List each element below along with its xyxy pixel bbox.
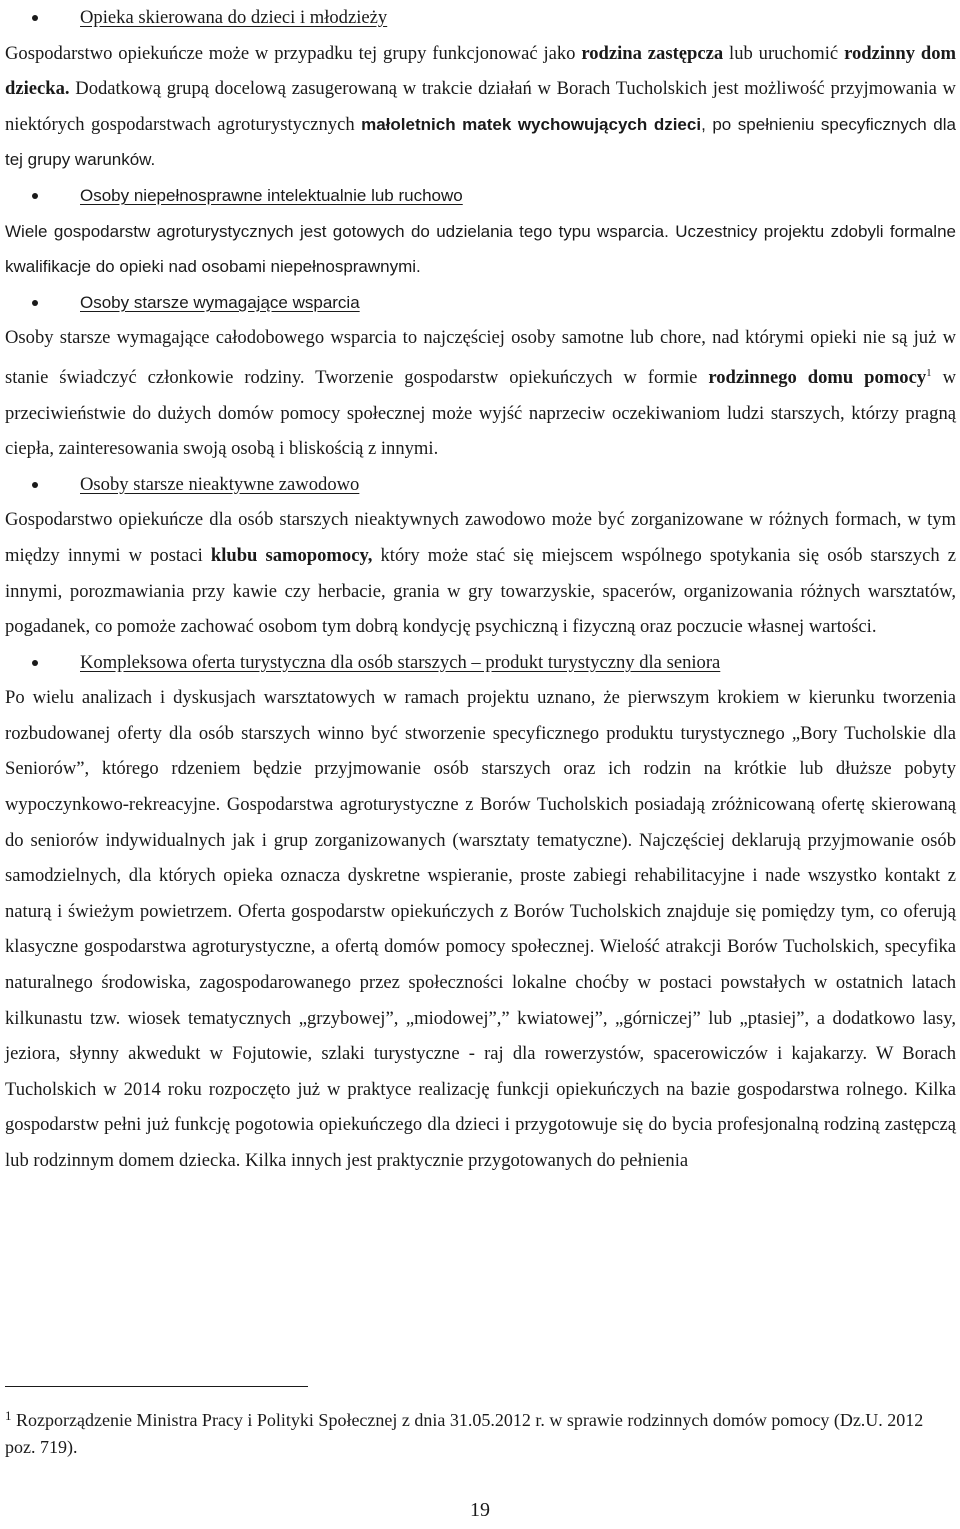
bullet-item bbox=[5, 0, 956, 36]
bold-text: małoletnich matek wychowujących dzieci bbox=[361, 114, 702, 134]
paragraph bbox=[5, 36, 956, 178]
text-span: Osoby starsze wymagające całodobowego wsparcia to najczęściej osoby samotne lub chore, nad którymi opieki nie są już w stanie świadczyć członkowie rodziny. Tworzenie gospodarstw opiekuńczych w formie bbox=[5, 327, 956, 388]
main-content bbox=[5, 0, 956, 1179]
bullet-item bbox=[5, 178, 956, 214]
footnote-ref: 1 bbox=[926, 366, 932, 379]
footnote bbox=[5, 1402, 955, 1461]
paragraph bbox=[5, 680, 956, 1178]
bold-text: rodzinny dom dziecka. bbox=[5, 42, 957, 100]
text-span: Gospodarstwa agroturystyczne z Borów Tucholskich posiadają zróżnicowaną ofertę skierowaną do seniorów indywidualnych jak i grup zorganizowanych (warsztaty tematyczne). Najczęściej deklarują przyjmowanie osób samodzielnych, dla których opieka oznacza dyskretne wspieranie, proste zabiegi rehabilitacyjne i nade wszystko kontakt z naturą i świeżym powietrzem. Oferta gospodarstw opiekuńczych z Borów Tucholskich znajduje się pomiędzy tym, co oferują klasyczne gospodarstwa agroturystyczne, a ofertą domów pomocy społecznej. Wielość atrakcji Borów Tucholskich, specyfika naturalnego środowiska, zagospodarowanego przez społeczności lokalne choćby w postaci powstałych w ostatnich latach kilkunastu tzw. wiosek tematycznych „grzybowej”, „miodowej”,” kwiatowej”, „górniczej” lub „ptasiej”, a dodatkowo lasy, jeziora, słynny akwedukt w Fojutowie, szlaki turystyczne - raj dla rowerzystów, spacerowiczów i kajakarzy. W Borach Tucholskich w 2014 roku rozpoczęto już w praktyce realizację funkcji opiekuńczych na bazie gospodarstwa rolnego. Kilka gospodarstw pełni już funkcję pogotowia opiekuńczego dla dzieci i przygotowuje się do bycia profesjonalną rodziną zastępczą lub rodzinnym domem dziecka. Kilka innych jest praktycznie przygotowanych do pełnienia bbox=[5, 794, 956, 1171]
footnote-divider bbox=[5, 1386, 308, 1387]
text-span: Gospodarstwo opiekuńcze dla osób starszych nieaktywnych zawodowo może być zorganizowane w różnych formach, w tym między innymi w postaci bbox=[5, 509, 956, 566]
text-span: który może stać się miejscem wspólnego spotykania się osób starszych z innymi, porozmawiania przy kawie czy herbacie, grania w gry towarzyskie, spacerów, organizowania różnych warsztatów, pogadanek, co pomoże zachować osobom tym dobrą kondycję psychiczną i fizyczną oraz poczucie własnej wartości. bbox=[5, 544, 956, 638]
footnote-mark: 1 bbox=[5, 1408, 12, 1423]
bold-text: rodzinnego domu pomocy bbox=[708, 366, 927, 388]
bullet-dot-icon bbox=[32, 15, 38, 21]
bullet-dot-icon bbox=[32, 193, 38, 199]
footnote-text: Rozporządzenie Ministra Pracy i Polityki Społecznej z dnia 31.05.2012 r. w sprawie rodzinnych domów pomocy (Dz.U. 2012 poz. 719). bbox=[5, 1410, 924, 1457]
paragraph bbox=[5, 320, 956, 466]
bullet-dot-icon bbox=[32, 300, 38, 306]
bullet-item bbox=[5, 645, 956, 681]
bullet-item bbox=[5, 467, 956, 503]
text-span: Gospodarstwo opiekuńcze może w przypadku tej grupy funkcjonować jako bbox=[5, 42, 582, 64]
bullet-dot-icon bbox=[32, 482, 38, 488]
bullet-dot-icon bbox=[32, 660, 38, 666]
bold-text: klubu samopomocy, bbox=[210, 544, 373, 566]
text-span: Po wielu analizach i dyskusjach warsztatowych w ramach projektu uznano, że pierwszym krokiem w kierunku tworzenia rozbudowanej oferty dla osób starszych winno być stworzenie specyficznego produktu turystycznego „Bory Tucholskie dla Seniorów”, którego rdzeniem będzie przyjmowanie osób starszych oraz ich rodzin na krótkie lub dłuższe pobyty wypoczynkowo-rekreacyjne. bbox=[5, 687, 956, 816]
section-heading: Osoby starsze wymagające wsparcia bbox=[80, 292, 360, 312]
bold-text: rodzina zastępcza bbox=[581, 42, 724, 64]
bullet-item bbox=[5, 285, 956, 321]
paragraph bbox=[5, 502, 956, 644]
paragraph: Wiele gospodarstw agroturystycznych jest gotowych do udzielania tego typu wsparcia. Uczestnicy projektu zdobyli formalne kwalifikacje do opieki nad osobami niepełnosprawnymi. bbox=[5, 221, 956, 277]
section-heading: Kompleksowa oferta turystyczna dla osób starszych – produkt turystyczny dla seniora bbox=[80, 651, 721, 673]
section-heading: Osoby niepełnosprawne intelektualnie lub ruchowo bbox=[80, 185, 463, 205]
text-span: Dodatkową grupą docelową zasugerowaną w trakcie działań w Borach Tucholskich jest możliwość przyjmowania w niektórych gospodarstwach agroturystycznych bbox=[5, 78, 956, 135]
section-heading: Osoby starsze nieaktywne zawodowo bbox=[80, 473, 360, 495]
section-heading: Opieka skierowana do dzieci i młodzieży bbox=[80, 7, 388, 28]
text-span: w przeciwieństwie do dużych domów pomocy społecznej może wyjść naprzeciw oczekiwaniom ludzi starszych, którzy pragną ciepła, zainteresowania swoją osobą i bliskością z innymi. bbox=[5, 366, 957, 460]
text-span: lub uruchomić bbox=[723, 42, 845, 64]
page-number: 19 bbox=[470, 1499, 490, 1521]
text-span: , po spełnieniu specyficznych dla tej grupy warunków. bbox=[5, 114, 956, 170]
